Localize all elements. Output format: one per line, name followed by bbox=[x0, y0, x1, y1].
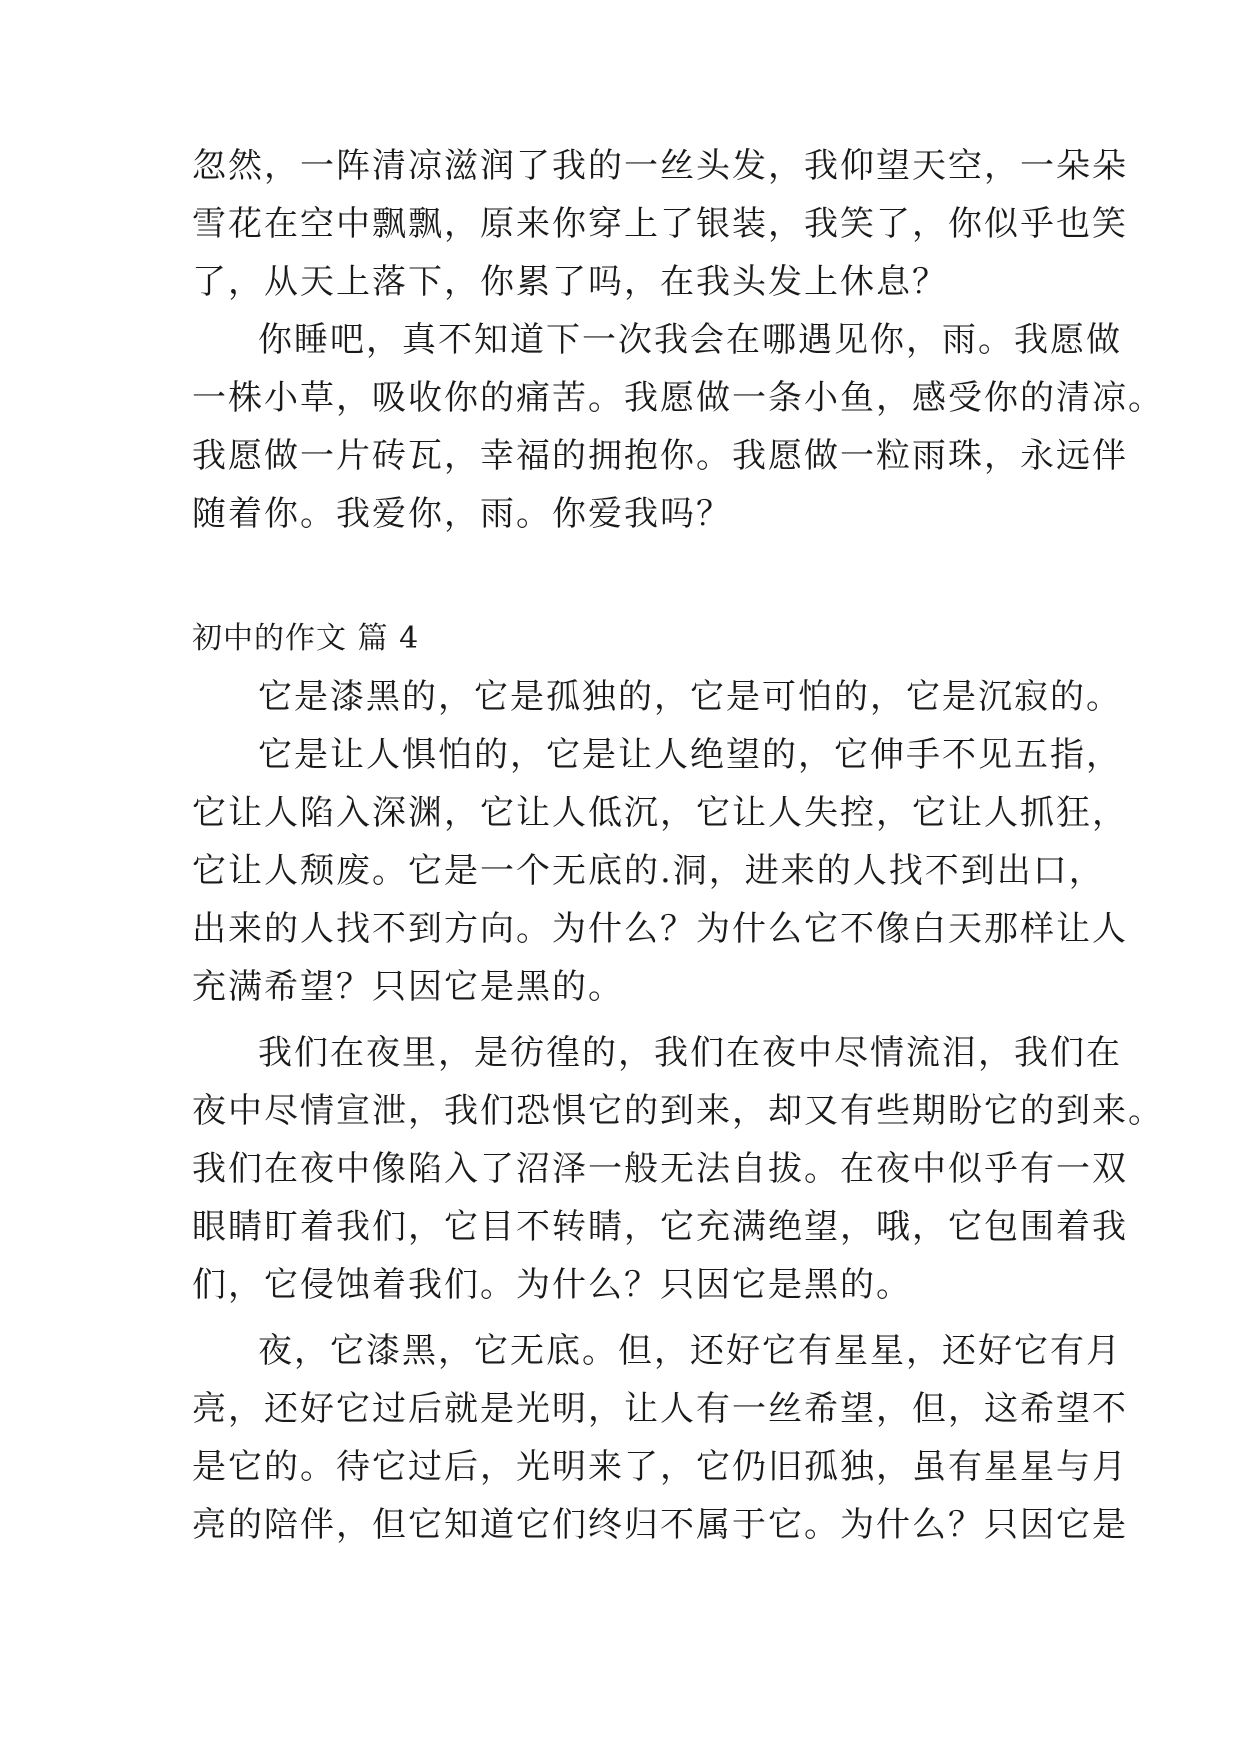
text-line: 雪花在空中飘飘，原来你穿上了银装，我笑了，你似乎也笑 bbox=[192, 204, 1128, 244]
text-line: 我们在夜里，是彷徨的，我们在夜中尽情流泪，我们在 bbox=[258, 1033, 1122, 1073]
text-line: 随着你。我爱你，雨。你爱我吗？ bbox=[192, 494, 732, 534]
text-line: 眼睛盯着我们，它目不转睛，它充满绝望，哦，它包围着我 bbox=[192, 1207, 1128, 1247]
text-line: 充满希望？只因它是黑的。 bbox=[192, 967, 624, 1007]
text-line: 亮，还好它过后就是光明，让人有一丝希望，但，这希望不 bbox=[192, 1389, 1128, 1429]
text-line: 亮的陪伴，但它知道它们终归不属于它。为什么？只因它是 bbox=[192, 1505, 1128, 1545]
text-line: 夜，它漆黑，它无底。但，还好它有星星，还好它有月 bbox=[258, 1331, 1122, 1371]
text-line: 了，从天上落下，你累了吗，在我头发上休息？ bbox=[192, 262, 948, 302]
text-line: 夜中尽情宣泄，我们恐惧它的到来，却又有些期盼它的到来。 bbox=[192, 1091, 1164, 1131]
text-line: 忽然，一阵清凉滋润了我的一丝头发，我仰望天空，一朵朵 bbox=[192, 146, 1128, 186]
text-line: 我愿做一片砖瓦，幸福的拥抱你。我愿做一粒雨珠，永远伴 bbox=[192, 436, 1128, 476]
text-line: 它让人陷入深渊，它让人低沉，它让人失控，它让人抓狂， bbox=[192, 793, 1128, 833]
section-heading: 初中的作文 篇 4 bbox=[192, 621, 420, 656]
text-line: 它让人颓废。它是一个无底的.洞，进来的人找不到出口， bbox=[192, 851, 1105, 891]
text-line: 一株小草，吸收你的痛苦。我愿做一条小鱼，感受你的清凉。 bbox=[192, 378, 1164, 418]
text-line: 是它的。待它过后，光明来了，它仍旧孤独，虽有星星与月 bbox=[192, 1447, 1128, 1487]
text-line: 们，它侵蚀着我们。为什么？只因它是黑的。 bbox=[192, 1265, 912, 1305]
text-line: 它是漆黑的，它是孤独的，它是可怕的，它是沉寂的。 bbox=[258, 677, 1122, 717]
text-line: 你睡吧，真不知道下一次我会在哪遇见你，雨。我愿做 bbox=[258, 320, 1122, 360]
text-line: 它是让人惧怕的，它是让人绝望的，它伸手不见五指， bbox=[258, 735, 1122, 775]
text-line: 我们在夜中像陷入了沼泽一般无法自拔。在夜中似乎有一双 bbox=[192, 1149, 1128, 1189]
text-line: 出来的人找不到方向。为什么？为什么它不像白天那样让人 bbox=[192, 909, 1128, 949]
